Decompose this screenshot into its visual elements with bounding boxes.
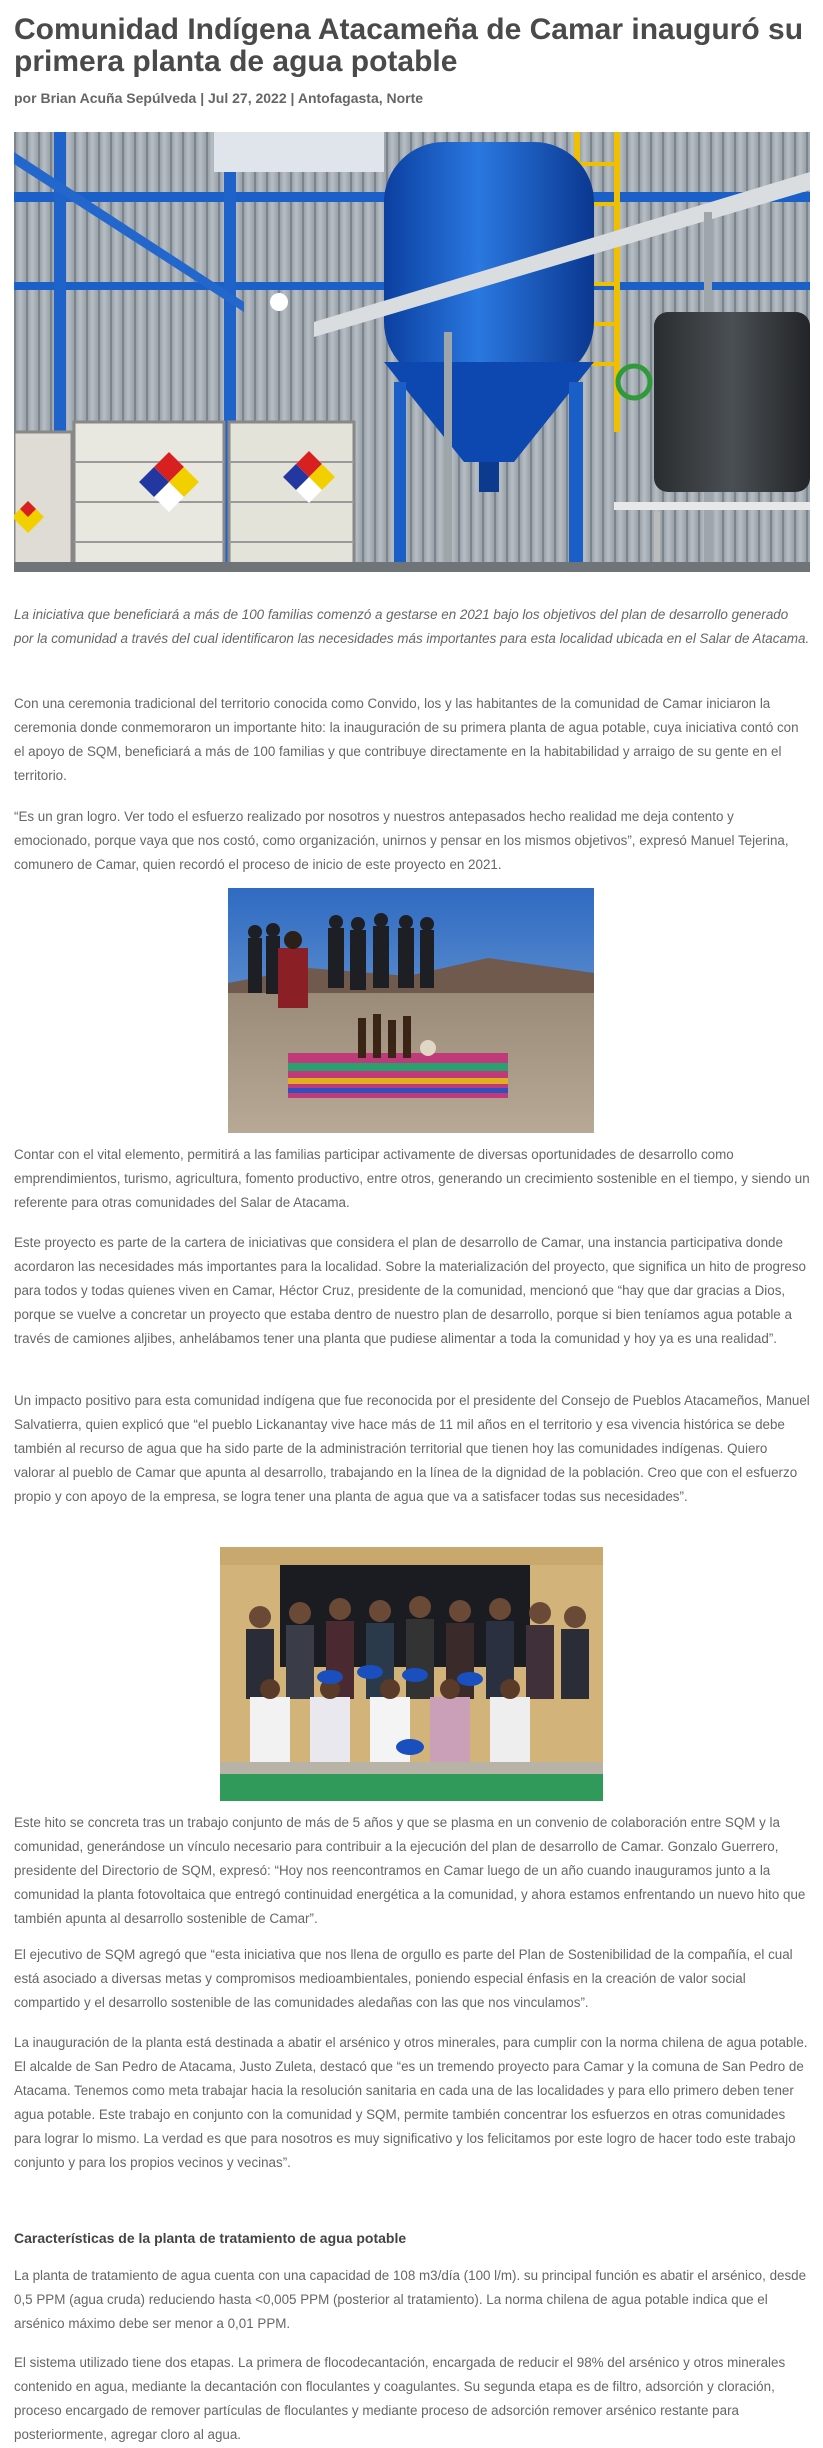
paragraph: Con una ceremonia tradicional del territorio conocida como Convido, los y las habitantes de la comunidad de Camar iniciaron la ceremonia donde conmemoraron un importante hito: la inauguración de su primera planta de agua potable, cuya iniciativa contó con el apoyo de SQM, beneficiará a más de 100 familias y que contribuye directamente en la habitabilidad y arraigo de su gente en el territorio. bbox=[14, 696, 799, 783]
ceremony-image-graphic bbox=[228, 888, 594, 1133]
byline-prefix: por bbox=[14, 90, 41, 106]
hero-image bbox=[14, 132, 810, 572]
paragraph: La planta de tratamiento de agua cuenta con una capacidad de 108 m3/día (100 l/m). su principal función es abatir el arsénico, desde 0,5 PPM (agua cruda) reduciendo hasta <0,005 PPM (posterior al tratamiento). La norma chilena de agua potable indica que el arsénico máximo debe ser menor a 0,01 PPM. bbox=[14, 2268, 807, 2331]
paragraph: Contar con el vital elemento, permitirá a las familias participar activamente de diversas oportunidades de desarrollo como emprendimientos, turismo, agricultura, fomento productivo, entre otros, generando un crecimiento sostenible en el tiempo, y siendo un referente para otras comunidades del Salar de Atacama. bbox=[14, 1147, 810, 1210]
paragraph: Este proyecto es parte de la cartera de iniciativas que considera el plan de desarrollo de Camar, una instancia participativa donde acordaron las necesidades más importantes para la localidad. Sobre la materialización del proyecto, que significa un hito de progreso para todos y todas quienes viven en Camar, Héctor Cruz, presidente de la comunidad, mencionó que “hay que dar gracias a Dios, porque se vuelve a concretar un proyecto que estaba dentro de nuestro plan de desarrollo, porque si bien teníamos agua potable a través de camiones aljibes, anhelábamos tener una planta que pudiese alimentar a toda la comunidad y hoy ya es una realidad”. bbox=[14, 1235, 806, 1346]
paragraph: La inauguración de la planta está destinada a abatir el arsénico y otros minerales, para cumplir con la norma chilena de agua potable. El alcalde de San Pedro de Atacama, Justo Zuleta, destacó que “es un tremendo proyecto para Camar y la comuna de San Pedro de Atacama. Tenemos como meta trabajar hacia la resolución sanitaria en cada una de las localidades y para ello primero deben tener agua potable. Este trabajo en conjunto con la comunidad y SQM, permite también concentrar los esfuerzos en otras comunidades para lograr lo mismo. La verdad es que para nosotros es muy significativo y los felicitamos por este logro de hacer todo este trabajo conjunto y para los propios vecinos y vecinas”. bbox=[14, 2035, 808, 2170]
meta-separator: | bbox=[196, 90, 209, 106]
article-date: Jul 27, 2022 bbox=[208, 90, 287, 106]
paragraph: El ejecutivo de SQM agregó que “esta iniciativa que nos llena de orgullo es parte del Plan de Sostenibilidad de la compañía, el cual está asociado a diversas metas y compromisos medioambientales, poniendo especial énfasis en la creación de valor social compartido y el desarrollo sostenible de las comunidades aledañas con las que nos vinculamos”. bbox=[14, 1947, 793, 2010]
author-link[interactable]: Brian Acuña Sepúlveda bbox=[40, 90, 197, 106]
section-heading: Características de la planta de tratamiento de agua potable bbox=[14, 2230, 407, 2246]
group-image bbox=[220, 1547, 603, 1801]
article-meta bbox=[14, 90, 804, 106]
meta-separator: | bbox=[286, 90, 298, 106]
article-title: Comunidad Indígena Atacameña de Camar inauguró su primera planta de agua potable bbox=[14, 13, 804, 78]
paragraph: El sistema utilizado tiene dos etapas. La primera de flocodecantación, encargada de reducir el 98% del arsénico y otros minerales contenido en agua, mediante la decantación con floculantes y coagulantes. Su segunda etapa es de filtro, adsorción y cloración, proceso encargado de remover partículas de floculantes y mediante proceso de adsorción remover arsénico restante para posteriormente, agregar cloro al agua. bbox=[14, 2355, 786, 2442]
category-links[interactable]: Antofagasta, Norte bbox=[297, 90, 424, 106]
hero-image-graphic bbox=[14, 132, 810, 572]
paragraph: “Es un gran logro. Ver todo el esfuerzo realizado por nosotros y nuestros antepasados hecho realidad me deja contento y emocionado, porque vaya que nos costó, como organización, unirnos y pensar en los mismos objetivos”, expresó Manuel Tejerina, comunero de Camar, quien recordó el proceso de inicio de este proyecto en 2021. bbox=[14, 809, 789, 872]
paragraph: Un impacto positivo para esta comunidad indígena que fue reconocida por el presidente del Consejo de Pueblos Atacameños, Manuel Salvatierra, quien explicó que “el pueblo Lickanantay vive hace más de 11 mil años en el territorio y esa vivencia histórica se debe también al recurso de agua que ha sido parte de la administración territorial que tienen hoy las comunidades indígenas. Quiero valorar al pueblo de Camar que apunta al desarrollo, trabajando en la línea de la dignidad de la población. Creo que con el esfuerzo propio y con apoyo de la empresa, se logra tener una planta de agua que va a satisfacer todas sus necesidades”. bbox=[14, 1393, 810, 1504]
paragraph: Este hito se concreta tras un trabajo conjunto de más de 5 años y que se plasma en un convenio de colaboración entre SQM y la comunidad, generándose un vínculo necesario para contribuir a la ejecución del plan de desarrollo de Camar. Gonzalo Guerrero, presidente del Directorio de SQM, expresó: “Hoy nos reencontramos en Camar luego de un año cuando inauguramos junto a la comunidad la planta fotovoltaica que entregó continuidad energética a la comunidad, y ahora estamos enfrentando un nuevo hito que también apunta al desarrollo sostenible de Camar”. bbox=[14, 1815, 806, 1926]
group-image-graphic bbox=[220, 1547, 603, 1801]
intro-paragraph: La iniciativa que beneficiará a más de 100 familias comenzó a gestarse en 2021 bajo los objetivos del plan de desarrollo generado por la comunidad a través del cual identificaron las necesidades más importantes para esta localidad ubicada en el Salar de Atacama. bbox=[14, 607, 810, 646]
ceremony-image bbox=[228, 888, 594, 1133]
